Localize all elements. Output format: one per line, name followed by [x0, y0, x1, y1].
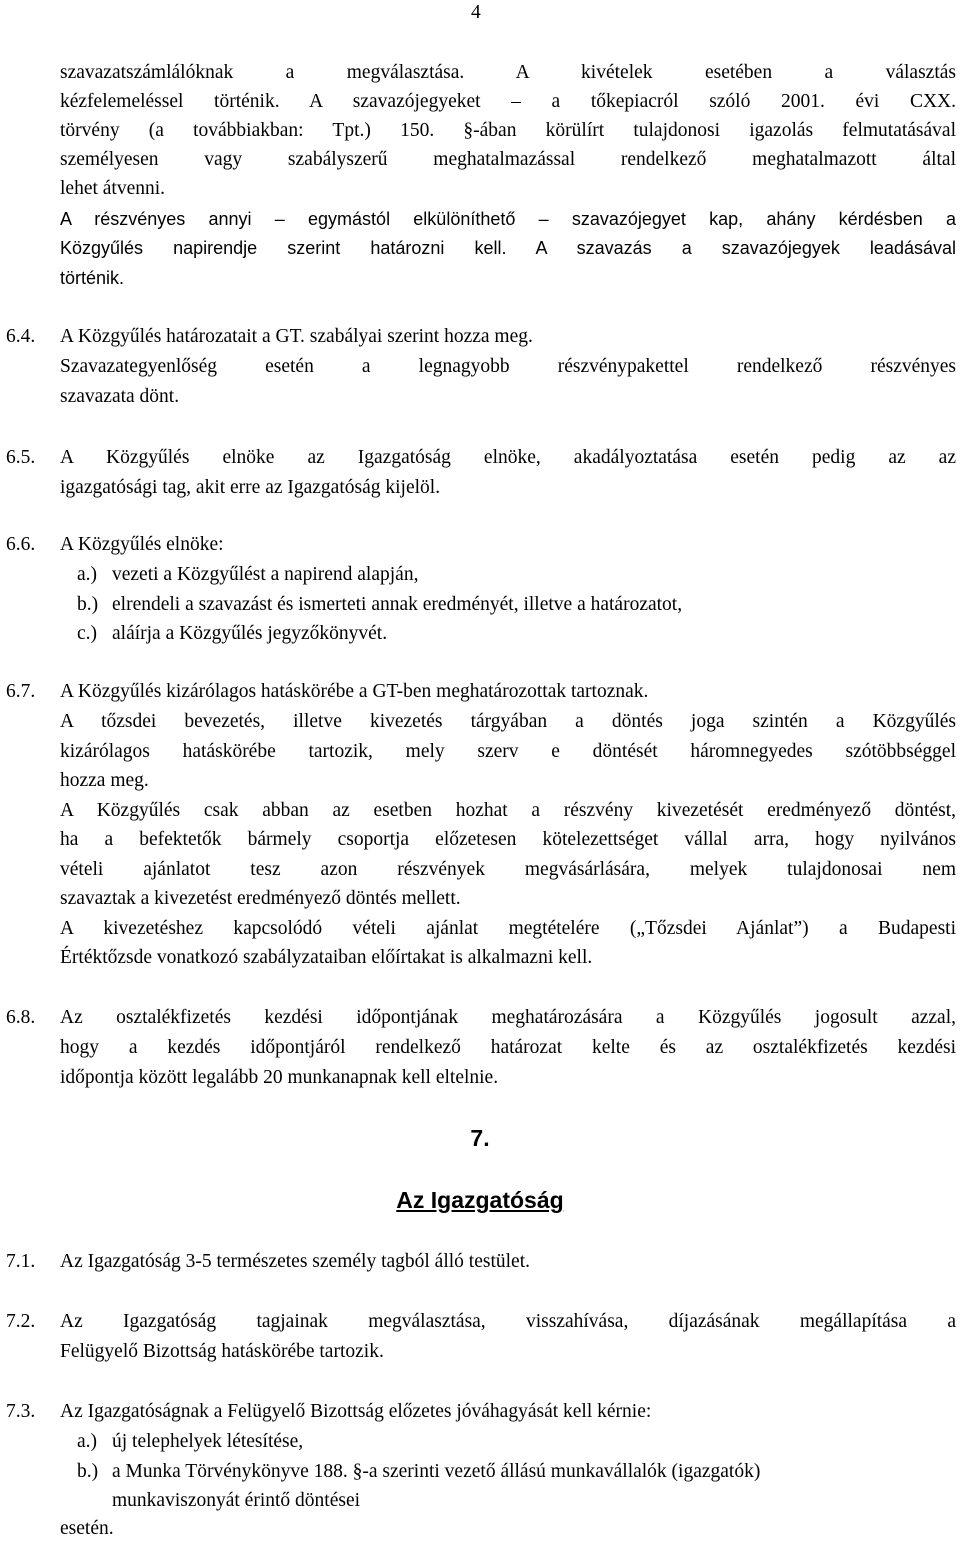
section-text: A Közgyűlés határozatait a GT. szabályai szerint hozza meg.: [60, 326, 533, 347]
section-heading: Az Igazgatóságnak a Felügyelő Bizottság előzetes jóváhagyását kell kérnie:: [60, 1401, 652, 1422]
paragraph-line: A részvényes annyi – egymástól elkülöníthető – szavazójegyet kap, ahány kérdésben a: [60, 209, 956, 229]
list-label: b.): [77, 594, 99, 615]
section-text: szavaztak a kivezetést eredményező döntés mellett.: [60, 888, 461, 909]
section-number: 7.1.: [6, 1251, 36, 1272]
section-text: esetén.: [60, 1518, 114, 1539]
section-text: A Közgyűlés csak abban az esetben hozhat a részvény kivezetését eredményező döntést,: [60, 800, 956, 821]
section-number: 6.6.: [6, 534, 36, 555]
section-text: A Közgyűlés elnöke az Igazgatóság elnöke, akadályoztatása esetén pedig az az: [60, 447, 956, 468]
chapter-title: Az Igazgatóság: [396, 1187, 564, 1213]
section-number: 6.8.: [6, 1007, 36, 1028]
list-item-continuation: munkaviszonyát érintő döntései: [112, 1490, 361, 1511]
paragraph-line: kézfelemeléssel történik. A szavazójegyeket – a tőkepiacról szóló 2001. évi CXX.: [60, 91, 956, 112]
paragraph-line: szavazatszámlálóknak a megválasztása. A kivételek esetében a választás: [60, 62, 956, 83]
chapter-number: 7.: [470, 1125, 490, 1151]
section-text: A Közgyűlés kizárólagos hatáskörébe a GT-ben meghatározottak tartoznak.: [60, 681, 649, 702]
section-number: 6.4.: [6, 326, 36, 347]
list-item: vezeti a Közgyűlést a napirend alapján,: [112, 564, 419, 585]
section-text: A kivezetéshez kapcsolódó vételi ajánlat megtételére („Tőzsdei Ajánlat”) a Budapesti: [60, 918, 956, 939]
section-text: Az osztalékfizetés kezdési időpontjának meghatározására a Közgyűlés jogosult azzal,: [60, 1007, 956, 1028]
section-text: Szavazategyenlőség esetén a legnagyobb részvénypakettel rendelkező részvényes: [60, 356, 956, 377]
paragraph-line: Közgyűlés napirendje szerint határozni kell. A szavazás a szavazójegyek leadásával: [60, 238, 956, 258]
section-text: időpontja között legalább 20 munkanapnak kell eltelnie.: [60, 1067, 499, 1088]
list-item: a Munka Törvénykönyve 188. §-a szerinti vezető állású munkavállalók (igazgatók): [112, 1461, 761, 1482]
section-text: ha a befektetők bármely csoportja előzetesen kötelezettséget vállal arra, hogy nyilvános: [60, 829, 956, 850]
section-number: 7.2.: [6, 1311, 36, 1332]
page-number: 4: [471, 2, 481, 23]
list-label: a.): [77, 1431, 98, 1452]
section-number: 6.5.: [6, 447, 36, 468]
section-text: igazgatósági tag, akit erre az Igazgatóság kijelöl.: [60, 477, 441, 498]
section-heading: A Közgyűlés elnöke:: [60, 534, 224, 555]
list-label: c.): [77, 623, 98, 644]
paragraph-line: személyesen vagy szabályszerű meghatalmazással rendelkező meghatalmazott által: [60, 149, 956, 170]
section-text: kizárólagos hatáskörébe tartozik, mely szerv e döntését háromnegyedes szótöbbséggel: [60, 741, 956, 762]
section-text: A tőzsdei bevezetés, illetve kivezetés tárgyában a döntés joga szintén a Közgyűlés: [60, 711, 956, 732]
section-number: 7.3.: [6, 1401, 36, 1422]
section-text: Értéktőzsde vonatkozó szabályzataiban előírtakat is alkalmazni kell.: [60, 947, 593, 968]
section-text: vételi ajánlatot tesz azon részvények megvásárlására, melyek tulajdonosai nem: [60, 859, 956, 880]
paragraph-line: törvény (a továbbiakban: Tpt.) 150. §-ában körülírt tulajdonosi igazolás felmutatásával: [60, 120, 956, 141]
section-text: szavazata dönt.: [60, 386, 180, 407]
section-text: Az Igazgatóság tagjainak megválasztása, visszahívása, díjazásának megállapítása a: [60, 1311, 956, 1332]
section-text: Az Igazgatóság 3-5 természetes személy tagból álló testület.: [60, 1251, 530, 1272]
list-label: a.): [77, 564, 98, 585]
section-text: hogy a kezdés időpontjáról rendelkező határozat kelte és az osztalékfizetés kezdési: [60, 1037, 956, 1058]
list-item: új telephelyek létesítése,: [112, 1431, 304, 1452]
paragraph-line: történik.: [60, 268, 125, 288]
paragraph-line: lehet átvenni.: [60, 178, 166, 199]
section-number: 6.7.: [6, 681, 36, 702]
section-text: Felügyelő Bizottság hatáskörébe tartozik.: [60, 1341, 384, 1362]
list-item: aláírja a Közgyűlés jegyzőkönyvét.: [112, 623, 388, 644]
list-label: b.): [77, 1461, 99, 1482]
section-text: hozza meg.: [60, 770, 149, 791]
list-item: elrendeli a szavazást és ismerteti annak eredményét, illetve a határozatot,: [112, 594, 683, 615]
